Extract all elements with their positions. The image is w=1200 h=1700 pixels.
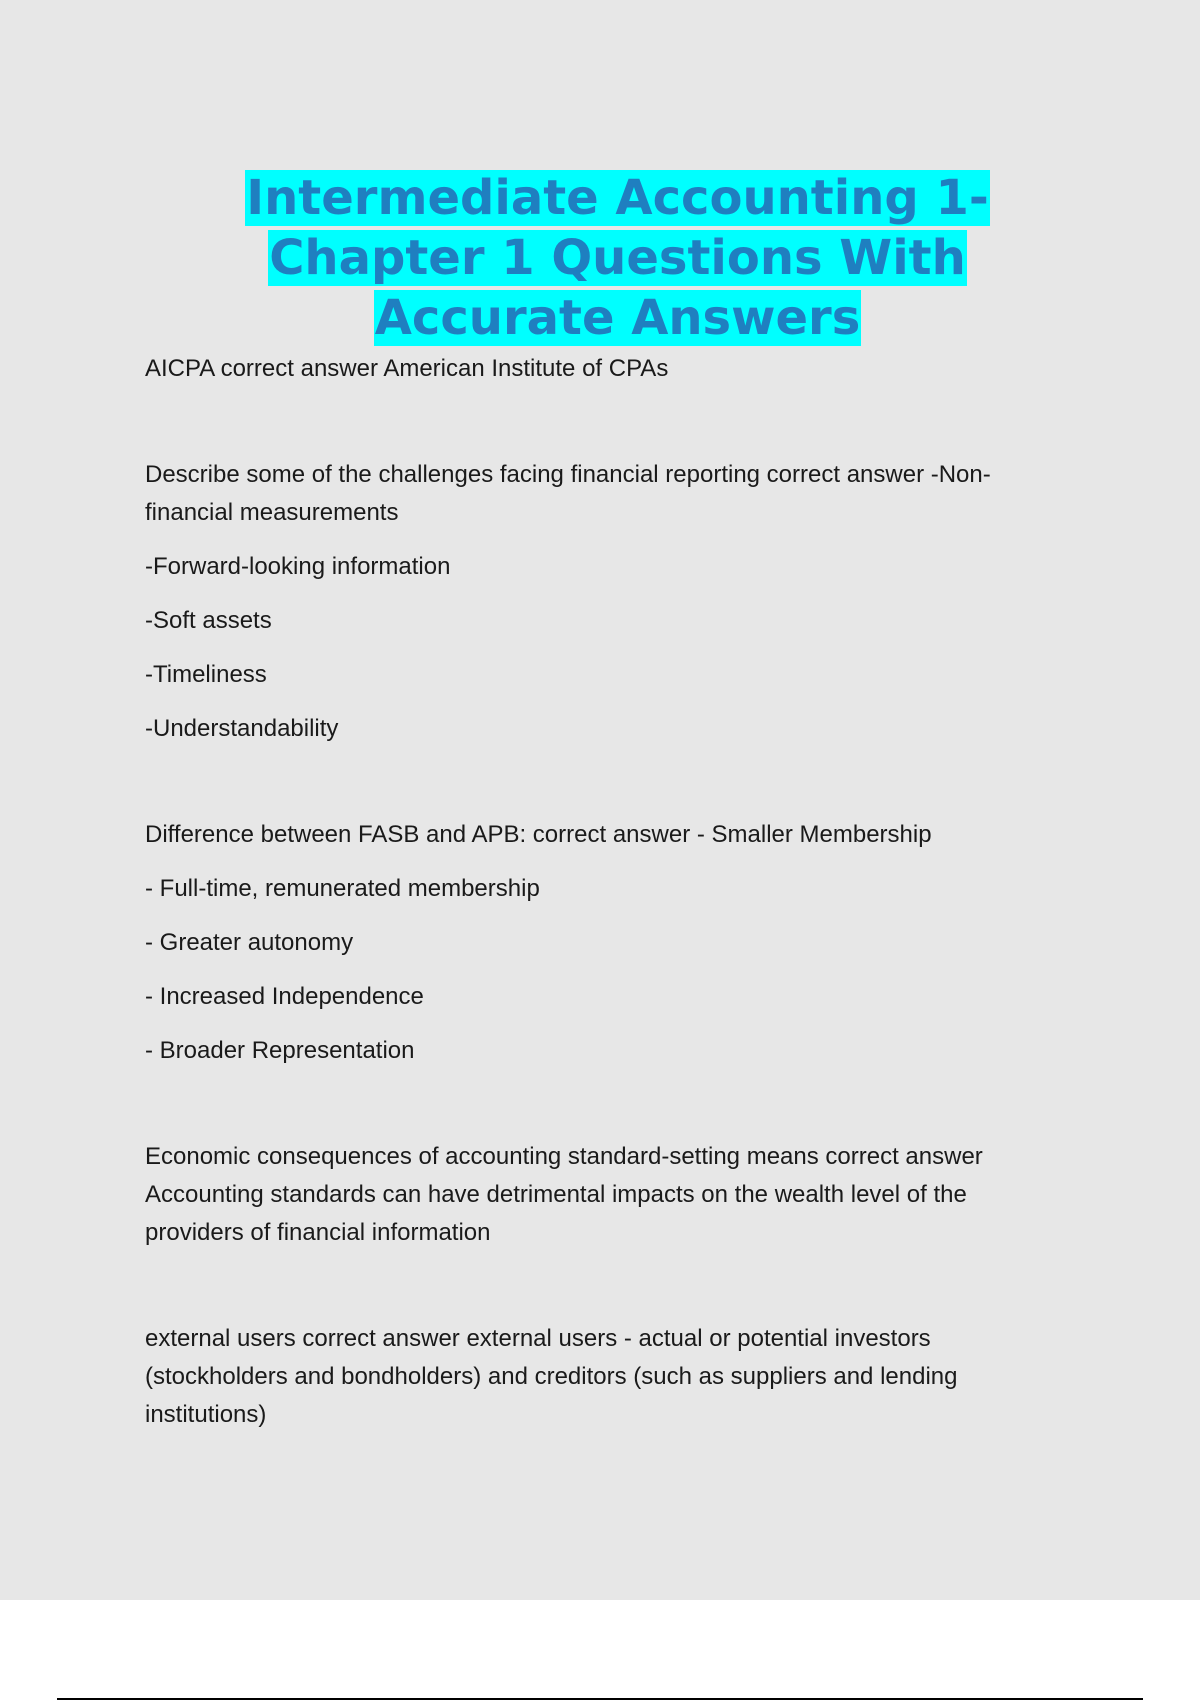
entry-economic-consequences: [145, 1138, 1070, 1252]
entry-paragraph: external users correct answer external users - actual or potential investors (stockholders and bondholders) and creditors (such as suppliers and lending institutions): [145, 1325, 958, 1428]
entry-aicpa: [145, 350, 1070, 388]
entry-paragraph: AICPA correct answer American Institute of CPAs: [145, 355, 669, 382]
bullet-line: - Full-time, remunerated membership: [145, 875, 540, 902]
entry-paragraph: Difference between FASB and APB: correct answer - Smaller Membership: [145, 821, 932, 848]
bullet-line: -Understandability: [145, 715, 339, 742]
entry-paragraph: Describe some of the challenges facing financial reporting correct answer -Non-financial measurements: [145, 461, 991, 526]
page-gap: [0, 1600, 1200, 1700]
entry-challenges: [145, 456, 1070, 748]
title-line: [0, 168, 1200, 228]
document-title: [0, 168, 1200, 348]
title-line-text: Accurate Answers: [374, 290, 861, 346]
document-body: [145, 350, 1070, 1450]
entry-paragraph: Economic consequences of accounting standard-setting means correct answer Accounting standards can have detrimental impacts on the wealth level of the providers of financial information: [145, 1143, 983, 1246]
entry-external-users: [145, 1320, 1070, 1434]
bullet-line: -Forward-looking information: [145, 553, 451, 580]
bullet-line: -Soft assets: [145, 607, 272, 634]
title-line-text: Chapter 1 Questions With: [269, 230, 966, 286]
bullet-line: - Greater autonomy: [145, 929, 354, 956]
entry-fasb-apb: [145, 816, 1070, 1070]
title-line: [0, 288, 1200, 348]
bullet-line: - Increased Independence: [145, 983, 424, 1010]
entry-spacer: [145, 404, 1070, 456]
entry-spacer: [145, 1086, 1070, 1138]
bullet-line: -Timeliness: [145, 661, 267, 688]
title-line-text: Intermediate Accounting 1-: [246, 170, 989, 226]
entry-spacer: [145, 764, 1070, 816]
bullet-line: - Broader Representation: [145, 1037, 415, 1064]
entry-spacer: [145, 1268, 1070, 1320]
title-line: [0, 228, 1200, 288]
